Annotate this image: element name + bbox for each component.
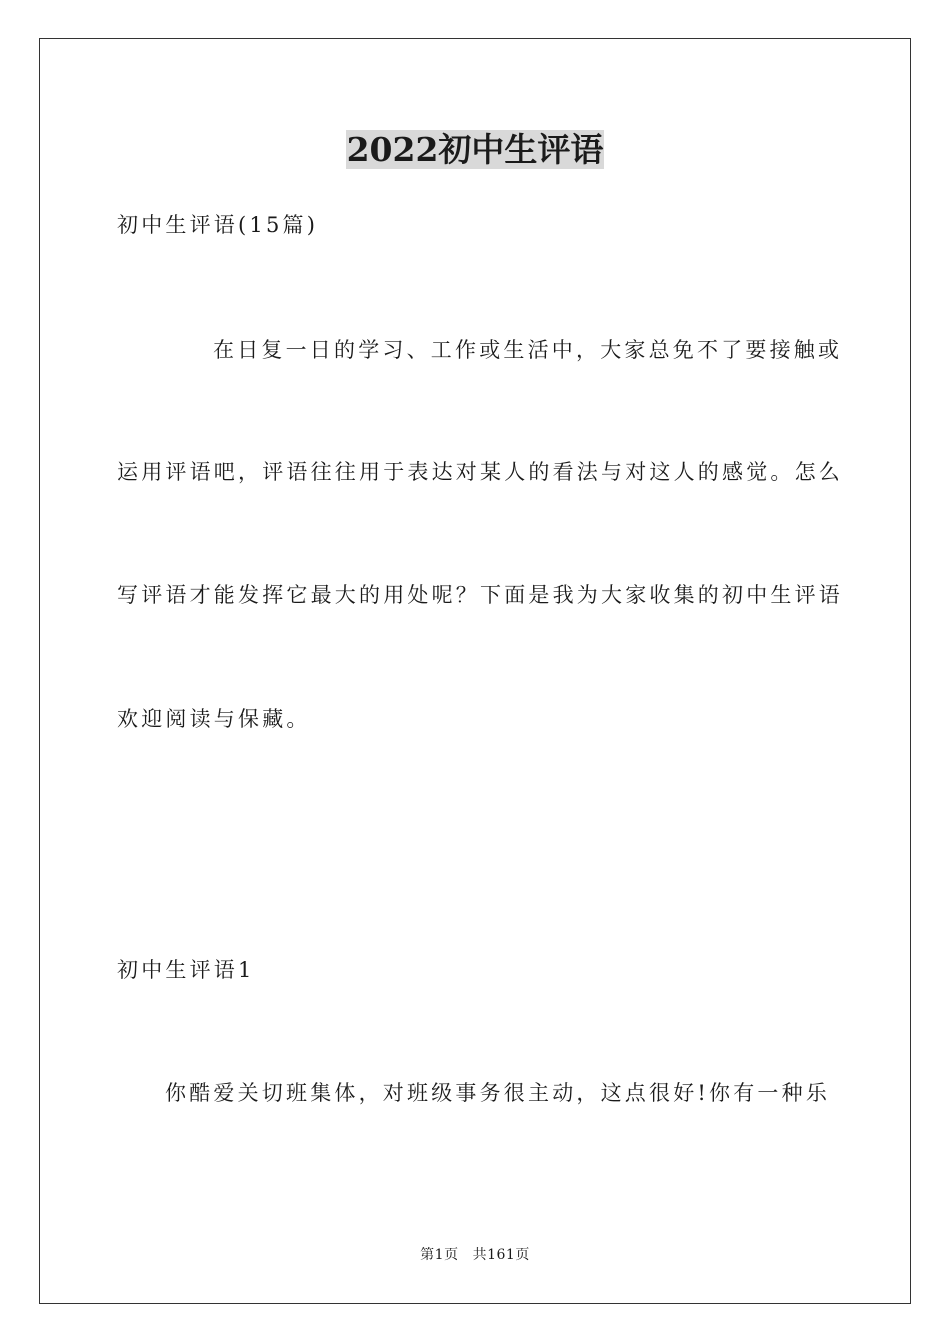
- intro-line-3: 写评语才能发挥它最大的用处呢？下面是我为大家收集的初中生评语: [117, 583, 843, 607]
- page-total: 共161页: [472, 1247, 530, 1263]
- document-title: [0, 128, 950, 172]
- section-line-1: 你酷爱关切班集体，对班级事务很主动，这点很好!你有一种乐: [165, 1081, 831, 1105]
- document-title-text: 2022初中生评语: [346, 130, 604, 169]
- intro-line-2: 运用评语吧，评语往往用于表达对某人的看法与对这人的感觉。怎么: [117, 460, 843, 484]
- page-footer: [0, 1246, 950, 1264]
- intro-line-1: 在日复一日的学习、工作或生活中，大家总免不了要接触或: [213, 338, 843, 362]
- page-number: 第1页: [420, 1247, 459, 1263]
- section-heading: 初中生评语1: [117, 958, 255, 982]
- document-subtitle: 初中生评语(15篇): [117, 213, 319, 237]
- intro-line-4: 欢迎阅读与保藏。: [117, 707, 311, 731]
